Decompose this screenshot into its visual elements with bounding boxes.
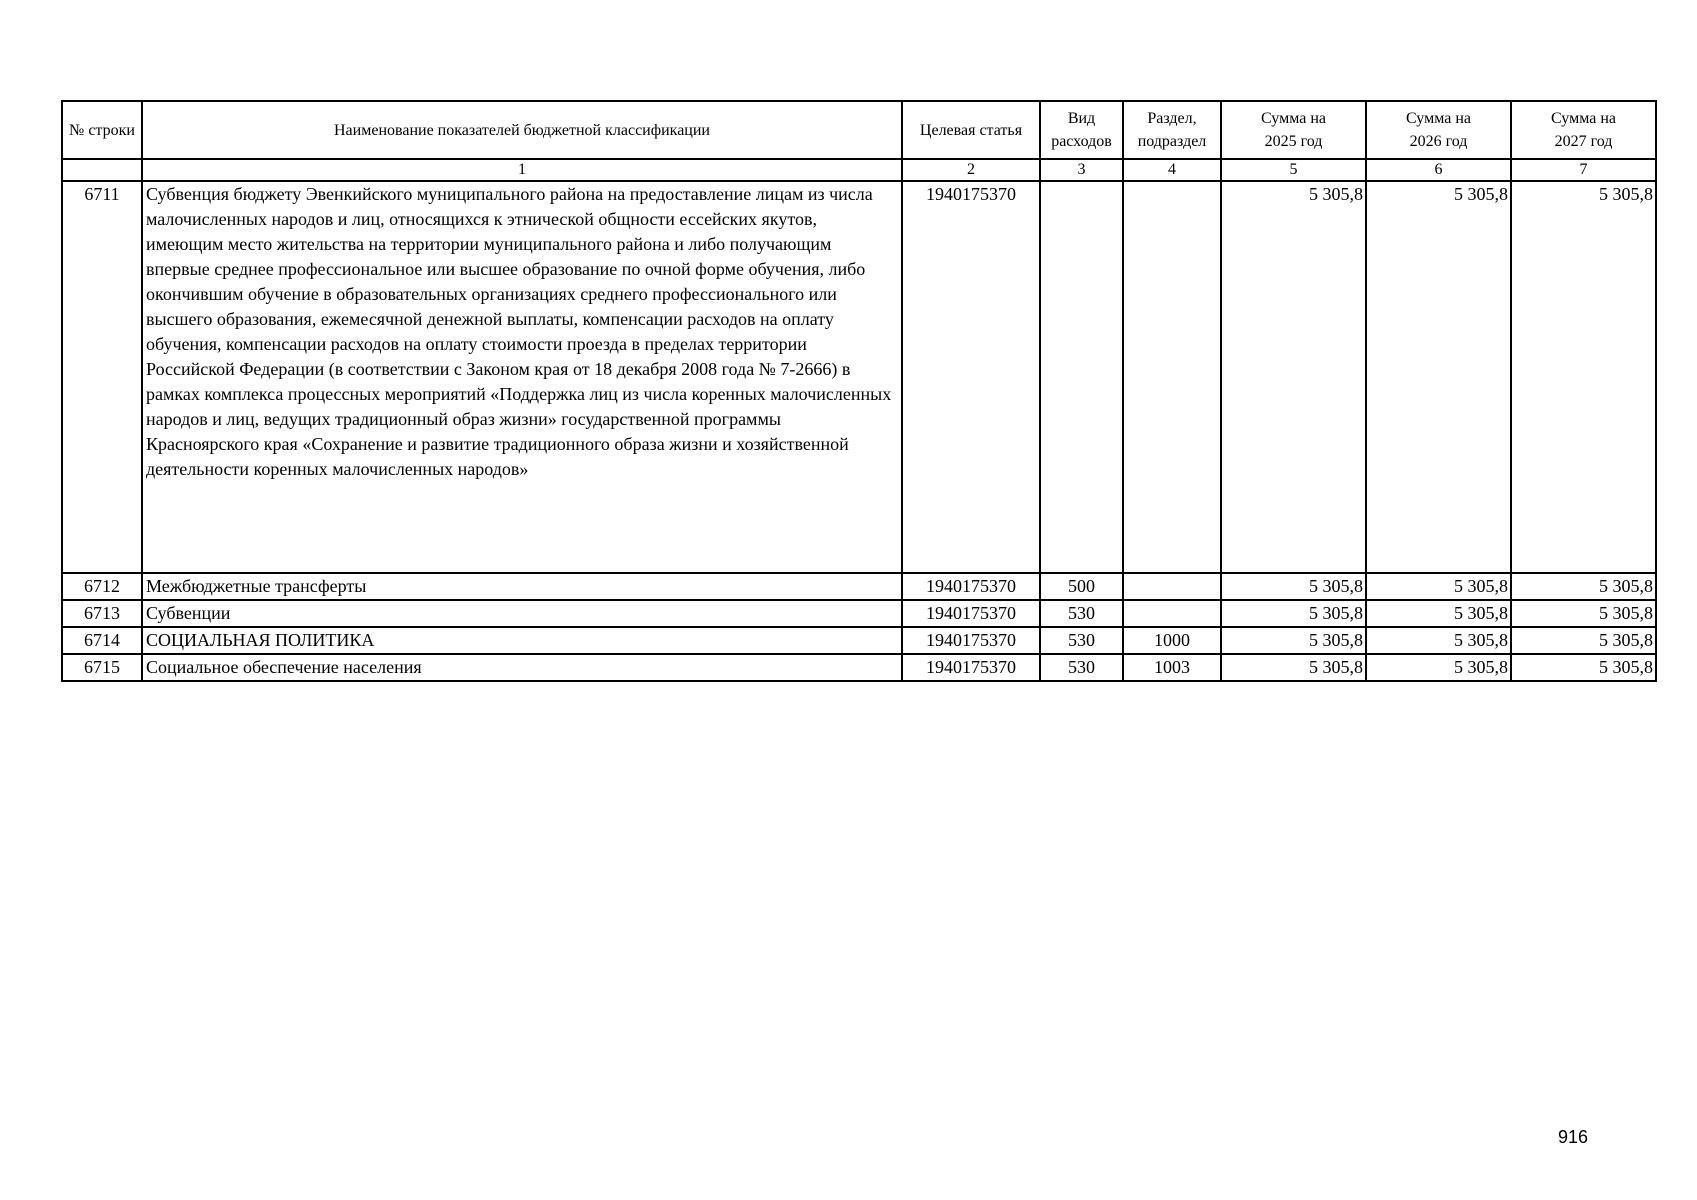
sum-2025-cell: 5 305,8 bbox=[1221, 627, 1366, 654]
indicator-name-cell: Субвенции bbox=[142, 600, 902, 627]
sum-2027-cell: 5 305,8 bbox=[1511, 627, 1656, 654]
column-number: 1 bbox=[142, 159, 902, 181]
column-number: 3 bbox=[1040, 159, 1123, 181]
column-number bbox=[62, 159, 142, 181]
sum-2026-cell: 5 305,8 bbox=[1366, 627, 1511, 654]
expense-type-cell: 530 bbox=[1040, 627, 1123, 654]
indicator-name-cell: Субвенция бюджету Эвенкийского муниципального района на предоставление лицам из числа малочисленных народов и лиц, относящихся к этнической общности ессейских якутов, имеющим место жительства на территории муниципального района и либо получающим впервые среднее профессиональное или высшее образование по очной форме обучения, либо окончившим обучение в образовательных организациях среднего профессионального или высшего образования, ежемесячной денежной выплаты, компенсации расходов на оплату обучения, компенсации расходов на оплату стоимости проезда в пределах территории Российской Федерации (в соответствии с Законом края от 18 декабря 2008 года № 7-2666) в рамках комплекса процессных мероприятий «Поддержка лиц из числа коренных малочисленных народов и лиц, ведущих традиционный образ жизни» государственной программы Красноярского края «Сохранение и развитие традиционного образа жизни и хозяйственной деятельности коренных малочисленных народов» bbox=[142, 181, 902, 573]
section-cell bbox=[1123, 600, 1221, 627]
expense-type-cell: 530 bbox=[1040, 654, 1123, 681]
row-number-cell: 6712 bbox=[62, 573, 142, 600]
row-number-cell: 6713 bbox=[62, 600, 142, 627]
header-section-subsection: Раздел, подраздел bbox=[1123, 101, 1221, 159]
section-cell: 1003 bbox=[1123, 654, 1221, 681]
target-article-cell: 1940175370 bbox=[902, 627, 1040, 654]
sum-2027-cell: 5 305,8 bbox=[1511, 181, 1656, 573]
sum-2026-cell: 5 305,8 bbox=[1366, 573, 1511, 600]
expense-type-cell: 530 bbox=[1040, 600, 1123, 627]
section-cell bbox=[1123, 573, 1221, 600]
column-number: 6 bbox=[1366, 159, 1511, 181]
header-sum-2027: Сумма на 2027 год bbox=[1511, 101, 1656, 159]
header-indicator-name: Наименование показателей бюджетной классификации bbox=[142, 101, 902, 159]
target-article-cell: 1940175370 bbox=[902, 181, 1040, 573]
expense-type-cell bbox=[1040, 181, 1123, 573]
row-number-cell: 6715 bbox=[62, 654, 142, 681]
sum-2025-cell: 5 305,8 bbox=[1221, 181, 1366, 573]
sum-2025-cell: 5 305,8 bbox=[1221, 573, 1366, 600]
sum-2025-cell: 5 305,8 bbox=[1221, 600, 1366, 627]
table-row bbox=[62, 600, 1656, 627]
header-sum-2026: Сумма на 2026 год bbox=[1366, 101, 1511, 159]
sum-2025-cell: 5 305,8 bbox=[1221, 654, 1366, 681]
section-cell: 1000 bbox=[1123, 627, 1221, 654]
header-row bbox=[62, 101, 1656, 159]
column-number: 5 bbox=[1221, 159, 1366, 181]
sum-2026-cell: 5 305,8 bbox=[1366, 600, 1511, 627]
column-number-row bbox=[62, 159, 1656, 181]
section-cell bbox=[1123, 181, 1221, 573]
header-row-number: № строки bbox=[62, 101, 142, 159]
table-row bbox=[62, 654, 1656, 681]
budget-classification-table bbox=[61, 100, 1657, 682]
sum-2027-cell: 5 305,8 bbox=[1511, 600, 1656, 627]
indicator-name-cell: Межбюджетные трансферты bbox=[142, 573, 902, 600]
expense-type-cell: 500 bbox=[1040, 573, 1123, 600]
target-article-cell: 1940175370 bbox=[902, 573, 1040, 600]
page-number: 916 bbox=[1558, 1127, 1589, 1147]
indicator-name-cell: СОЦИАЛЬНАЯ ПОЛИТИКА bbox=[142, 627, 902, 654]
header-target-article: Целевая статья bbox=[902, 101, 1040, 159]
table-row bbox=[62, 573, 1656, 600]
column-number: 4 bbox=[1123, 159, 1221, 181]
sum-2027-cell: 5 305,8 bbox=[1511, 654, 1656, 681]
target-article-cell: 1940175370 bbox=[902, 600, 1040, 627]
column-number: 7 bbox=[1511, 159, 1656, 181]
sum-2026-cell: 5 305,8 bbox=[1366, 181, 1511, 573]
row-number-cell: 6711 bbox=[62, 181, 142, 573]
header-sum-2025: Сумма на 2025 год bbox=[1221, 101, 1366, 159]
table-row bbox=[62, 627, 1656, 654]
sum-2026-cell: 5 305,8 bbox=[1366, 654, 1511, 681]
column-number: 2 bbox=[902, 159, 1040, 181]
target-article-cell: 1940175370 bbox=[902, 654, 1040, 681]
sum-2027-cell: 5 305,8 bbox=[1511, 573, 1656, 600]
table-row bbox=[62, 181, 1656, 573]
indicator-name-cell: Социальное обеспечение населения bbox=[142, 654, 902, 681]
row-number-cell: 6714 bbox=[62, 627, 142, 654]
header-expense-type: Вид расходов bbox=[1040, 101, 1123, 159]
